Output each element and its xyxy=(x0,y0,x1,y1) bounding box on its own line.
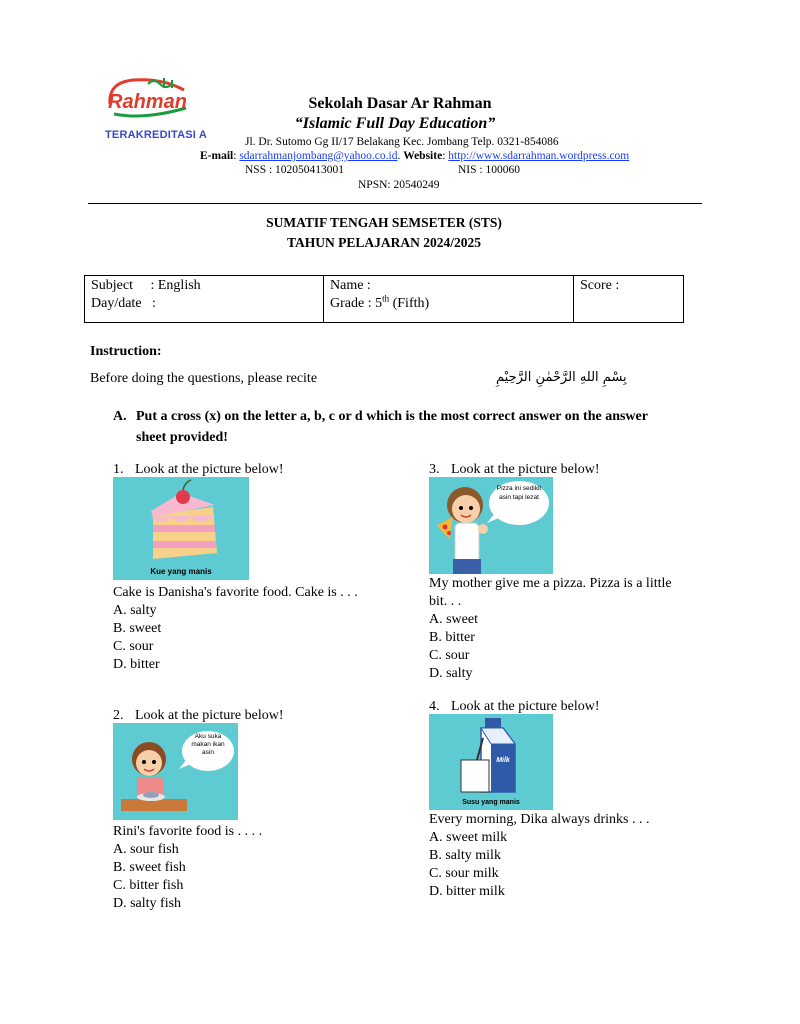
exam-year: TAHUN PELAJARAN 2024/2025 xyxy=(286,235,481,250)
student-info-table xyxy=(84,275,684,323)
option-d[interactable]: D. salty fish xyxy=(113,896,182,911)
picture-caption: Susu yang manis xyxy=(462,799,520,806)
grade-suffix: (Fifth) xyxy=(389,296,430,311)
question-stem: My mother give me a pizza. Pizza is a little bit. . . xyxy=(429,576,672,609)
question-number: 1. xyxy=(113,462,124,477)
option-b[interactable]: B. sweet xyxy=(113,621,162,636)
cake-picture xyxy=(113,477,249,580)
question-2-body xyxy=(113,823,375,913)
school-address: Jl. Dr. Sutomo Gg II/17 Belakang Kec. Jombang Telp. 0321-854086 xyxy=(245,136,559,148)
option-d[interactable]: D. bitter milk xyxy=(429,884,505,899)
bismillah-calligraphy xyxy=(340,362,627,388)
email-link[interactable]: sdarrahmanjombang@yahoo.co.id xyxy=(239,150,398,162)
school-motto: “Islamic Full Day Education” xyxy=(294,115,496,132)
instruction-heading: Instruction: xyxy=(90,344,162,359)
section-a-text: Put a cross (x) on the letter a, b, c or d which is the most correct answer on the answer sheet provided! xyxy=(136,409,648,445)
prompt-text: Look at the picture below! xyxy=(451,699,600,714)
question-number: 4. xyxy=(429,699,440,714)
milk-picture xyxy=(429,714,553,810)
section-a-instruction xyxy=(113,406,673,448)
prompt-text: Look at the picture below! xyxy=(135,462,284,477)
question-1-body xyxy=(113,584,375,674)
carton-label: Milk xyxy=(496,757,510,764)
option-b[interactable]: B. bitter xyxy=(429,630,475,645)
daydate-field[interactable]: Day/date : xyxy=(91,296,156,311)
npsn-number: NPSN: 20540249 xyxy=(358,179,440,191)
nis-number: NIS : 100060 xyxy=(458,164,520,176)
exam-title: SUMATIF TENGAH SEMSETER (STS) xyxy=(266,215,502,230)
prompt-text: Look at the picture below! xyxy=(135,708,284,723)
name-cell xyxy=(324,276,574,322)
grade-prefix: Grade : 5 xyxy=(330,296,383,311)
school-contact: E-mail: sdarrahmanjombang@yahoo.co.id. Website: http://www.sdarrahman.wordpress.com xyxy=(200,150,630,162)
option-c[interactable]: C. bitter fish xyxy=(113,878,184,893)
option-a[interactable]: A. sour fish xyxy=(113,842,179,857)
name-field[interactable]: Name : xyxy=(330,278,371,293)
subject-field: Subject : English xyxy=(91,278,201,293)
school-name: Sekolah Dasar Ar Rahman xyxy=(308,95,492,112)
question-number: 3. xyxy=(429,462,440,477)
option-c[interactable]: C. sour milk xyxy=(429,866,499,881)
option-b[interactable]: B. salty milk xyxy=(429,848,501,863)
score-cell xyxy=(574,276,684,322)
question-4-body xyxy=(429,811,691,901)
grade-field xyxy=(330,295,567,313)
website-label: Website xyxy=(403,150,443,162)
question-stem: Every morning, Dika always drinks . . . xyxy=(429,812,650,827)
score-field[interactable]: Score : xyxy=(580,278,620,293)
grade-sup: th xyxy=(382,293,390,304)
question-stem: Cake is Danisha's favorite food. Cake is . . . xyxy=(113,585,358,600)
boy-pizza-picture xyxy=(429,477,553,574)
option-a[interactable]: A. sweet xyxy=(429,612,478,627)
question-stem: Rini's favorite food is . . . . xyxy=(113,824,263,839)
picture-caption: Kue yang manis xyxy=(150,567,212,576)
girl-eating-fish-picture xyxy=(113,723,238,820)
question-number: 2. xyxy=(113,708,124,723)
nss-number: NSS : 102050413001 xyxy=(245,164,345,176)
logo-text: Rahman xyxy=(108,91,187,113)
bismillah-text: بِسْمِ اللهِ الرَّحْمٰنِ الرَّحِيْمِ xyxy=(496,370,627,385)
picture-caption: Aku suka makan ikan asin xyxy=(191,733,225,756)
website-link[interactable]: http://www.sdarrahman.wordpress.com xyxy=(448,150,630,162)
header-divider xyxy=(88,203,702,204)
option-b[interactable]: B. sweet fish xyxy=(113,860,186,875)
option-a[interactable]: A. sweet milk xyxy=(429,830,508,845)
option-d[interactable]: D. salty xyxy=(429,666,473,681)
question-3-body xyxy=(429,575,691,683)
email-label: E-mail xyxy=(200,150,234,162)
instruction-text: Before doing the questions, please recite xyxy=(90,371,318,386)
section-letter: A. xyxy=(113,409,127,424)
subject-cell xyxy=(85,276,324,322)
prompt-text: Look at the picture below! xyxy=(451,462,600,477)
accreditation-label: TERAKREDITASI A xyxy=(105,129,207,141)
option-a[interactable]: A. salty xyxy=(113,603,157,618)
option-c[interactable]: C. sour xyxy=(429,648,470,663)
option-c[interactable]: C. sour xyxy=(113,639,154,654)
picture-caption: Pizza ini sedikit asin tapi lezat xyxy=(496,485,542,501)
option-d[interactable]: D. bitter xyxy=(113,657,160,672)
